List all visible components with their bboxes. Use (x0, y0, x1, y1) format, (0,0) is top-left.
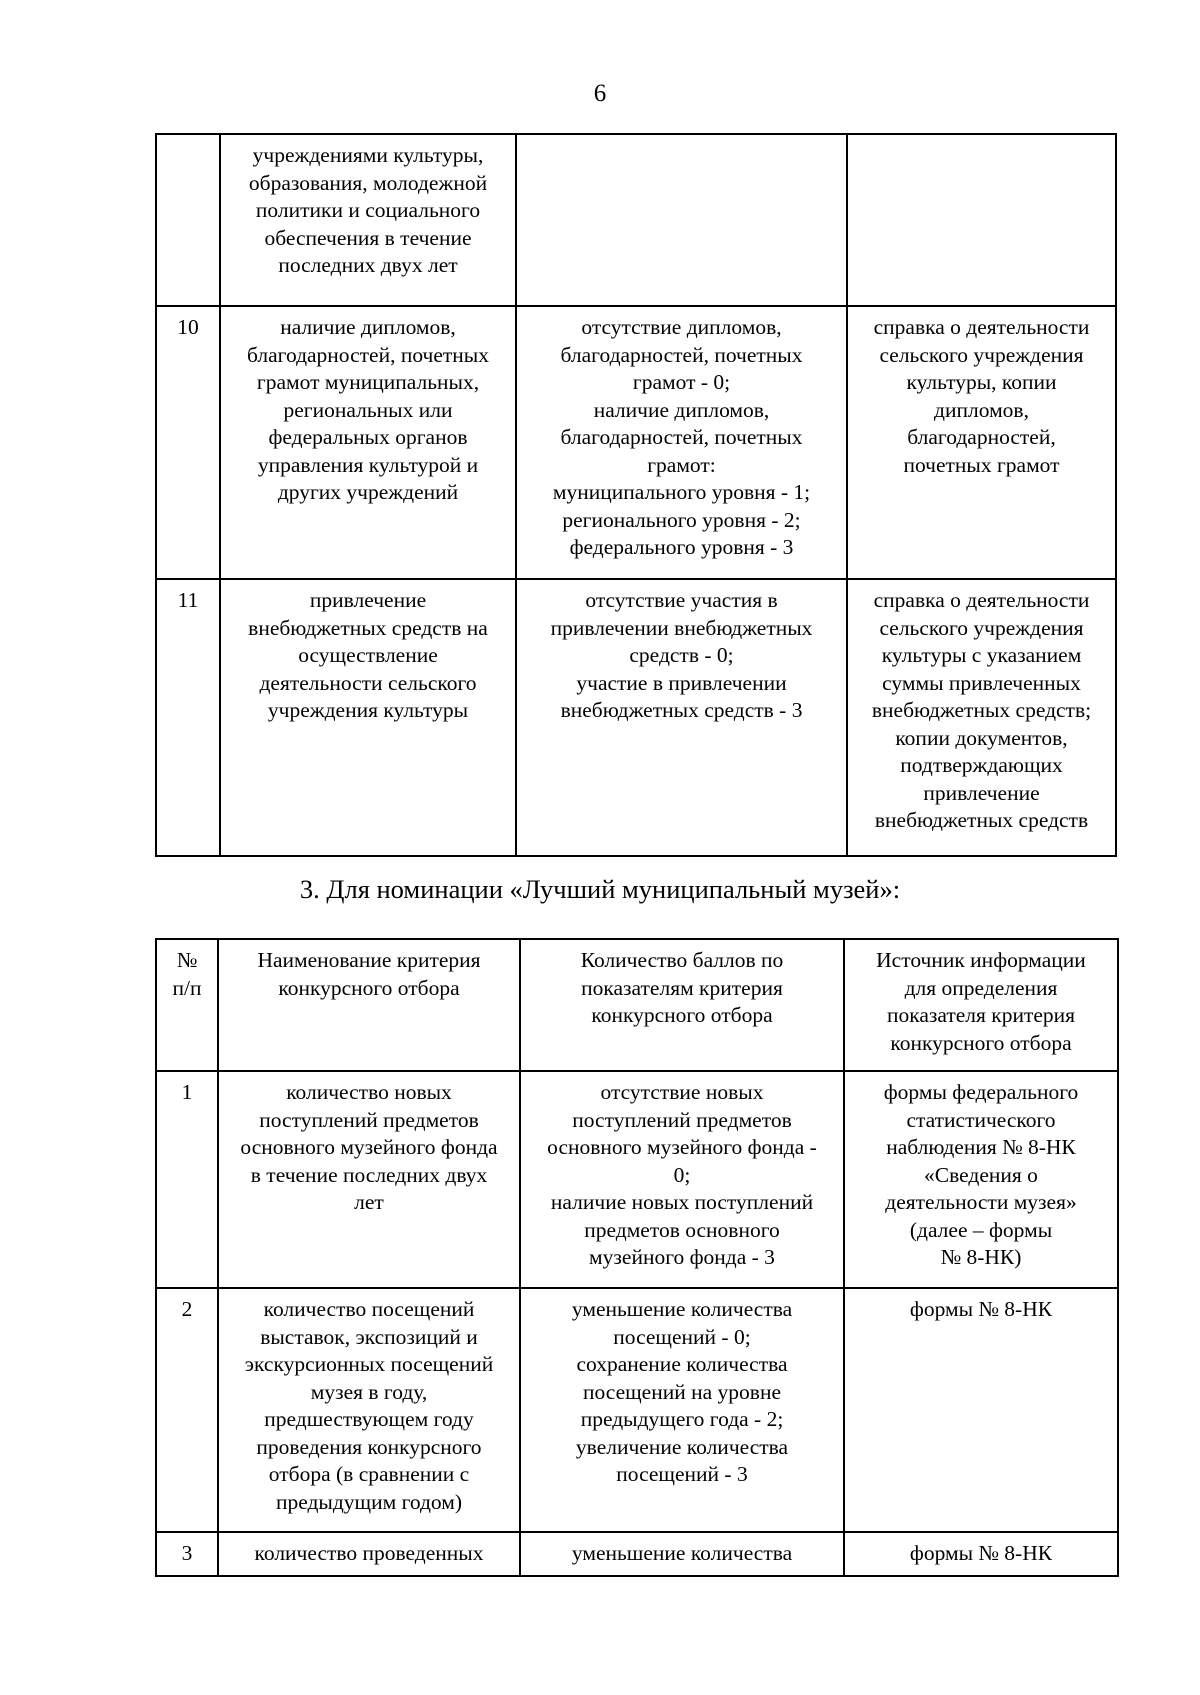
cell-line: экскурсионных посещений (244, 1352, 494, 1377)
cell-line: посещений на уровне (582, 1379, 781, 1404)
cell-line: выставок, экспозиций и (260, 1324, 478, 1349)
page-number: 6 (593, 80, 607, 107)
criteria-table-continued (155, 133, 1117, 857)
cell-line: предыдущим годом) (275, 1489, 463, 1514)
cell-line: для определения (904, 975, 1058, 1000)
cell-line: культуры, копии (906, 370, 1057, 395)
cell-line: последних двух лет (278, 253, 458, 278)
source-cell (847, 134, 1116, 306)
cell-line: справка о деятельности (873, 588, 1090, 612)
cell-line: Количество баллов по (580, 948, 784, 972)
museum-criteria-table (155, 938, 1119, 1577)
cell-line: справка о деятельности (873, 315, 1090, 339)
cell-line: благодарностей, (907, 425, 1056, 450)
cell-line: внебюджетных средств - 3 (560, 698, 803, 723)
row-number: 1 (181, 1080, 193, 1104)
criterion-cell (220, 134, 516, 306)
cell-line: привлечение (309, 588, 427, 612)
row-number-cell (156, 1532, 218, 1576)
cell-line: статистического (906, 1107, 1056, 1132)
cell-line: наличие новых поступлений (550, 1190, 814, 1215)
cell-line: благодарностей, почетных (560, 425, 803, 450)
cell-line: формы № 8-НК (909, 1297, 1053, 1321)
row-number: 10 (177, 315, 199, 339)
cell-line: формы федерального (883, 1080, 1079, 1104)
row-number: 3 (181, 1541, 193, 1565)
cell-line: конкурсного отбора (890, 1030, 1072, 1055)
table-row (156, 1071, 1118, 1288)
source-cell (844, 1071, 1118, 1288)
row-number-cell (156, 1071, 218, 1288)
cell-line: деятельности музея» (885, 1190, 1077, 1215)
criterion-cell (220, 306, 516, 579)
table-row (156, 134, 1116, 306)
header-points (520, 939, 844, 1071)
cell-line: муниципального уровня - 1; (552, 480, 811, 505)
cell-line: количество посещений (263, 1297, 475, 1321)
header-criterion (218, 939, 520, 1071)
cell-line: № (176, 948, 198, 972)
source-cell (844, 1288, 1118, 1532)
cell-line: увеличение количества (575, 1434, 789, 1459)
cell-line: количество проведенных (254, 1541, 484, 1565)
cell-line: Наименование критерия (257, 948, 481, 972)
cell-line: других учреждений (277, 480, 459, 505)
header-num (156, 939, 218, 1071)
cell-line: почетных грамот (903, 452, 1060, 477)
cell-line: музейного фонда - 3 (589, 1245, 775, 1270)
criterion-cell (218, 1071, 520, 1288)
cell-line: лет (354, 1190, 384, 1215)
cell-line: внебюджетных средств; (871, 698, 1092, 723)
cell-line: обеспечения в течение (264, 225, 472, 250)
cell-line: наблюдения № 8-НК (886, 1135, 1076, 1160)
cell-line: дипломов, (934, 397, 1029, 422)
cell-line: суммы привлеченных (882, 670, 1081, 695)
cell-line: конкурсного отбора (278, 975, 460, 1000)
cell-line: Источник информации (876, 948, 1086, 972)
cell-line: сохранение количества (576, 1352, 788, 1377)
points-cell (520, 1288, 844, 1532)
cell-line: посещений - 3 (616, 1462, 748, 1487)
points-cell (516, 134, 847, 306)
cell-line: учреждения культуры (267, 698, 469, 723)
cell-line: формы № 8-НК (909, 1541, 1053, 1565)
cell-line: основного музейного фонда (240, 1135, 498, 1160)
cell-line: копии документов, (895, 725, 1068, 750)
row-number-cell (156, 134, 220, 306)
cell-line: политики и социального (255, 198, 481, 223)
cell-line: культуры с указанием (881, 643, 1082, 668)
cell-line: уменьшение количества (571, 1541, 793, 1565)
cell-line: предыдущего года - 2; (580, 1407, 784, 1432)
cell-line: деятельности сельского (259, 670, 477, 695)
cell-line: 0; (673, 1162, 691, 1187)
cell-line: в течение последних двух (250, 1162, 488, 1187)
cell-line: конкурсного отбора (591, 1003, 773, 1028)
cell-line: отсутствие участия в (585, 588, 778, 612)
cell-line: наличие дипломов, (280, 315, 456, 339)
table-row (156, 1288, 1118, 1532)
row-number-cell (156, 306, 220, 579)
row-number: 2 (181, 1297, 193, 1321)
table-header-row (156, 939, 1118, 1071)
cell-line: основного музейного фонда - (547, 1135, 817, 1160)
cell-line: «Сведения о (924, 1162, 1038, 1187)
cell-line: грамот муниципальных, (256, 370, 480, 395)
cell-line: проведения конкурсного (256, 1434, 482, 1459)
source-cell (847, 579, 1116, 856)
cell-line: показателя критерия (886, 1003, 1076, 1028)
cell-line: посещений - 0; (613, 1324, 751, 1349)
cell-line: предметов основного (584, 1217, 780, 1242)
header-source (844, 939, 1118, 1071)
cell-line: отбора (в сравнении с (268, 1462, 470, 1487)
cell-line: участие в привлечении (576, 670, 787, 695)
section-heading: 3. Для номинации «Лучший муниципальный музей»: (299, 874, 901, 904)
cell-line: внебюджетных средств на (248, 615, 488, 640)
points-cell (516, 579, 847, 856)
cell-line: наличие дипломов, (593, 397, 770, 422)
cell-line: сельского учреждения (879, 342, 1084, 367)
row-number-cell (156, 1288, 218, 1532)
criterion-cell (220, 579, 516, 856)
table-row (156, 579, 1116, 856)
cell-line: управления культурой и (257, 452, 479, 477)
cell-line: благодарностей, почетных (560, 342, 803, 367)
cell-line: грамот: (647, 452, 716, 477)
cell-line: поступлений предметов (572, 1107, 792, 1132)
cell-line: № 8-НК) (940, 1245, 1022, 1270)
source-cell (844, 1532, 1118, 1576)
cell-line: осуществление (298, 643, 438, 668)
table-row (156, 306, 1116, 579)
cell-line: предшествующем году (264, 1407, 474, 1432)
cell-line: региональных или (283, 397, 453, 422)
cell-line: грамот - 0; (632, 370, 731, 395)
row-number: 11 (177, 588, 199, 612)
cell-line: средств - 0; (629, 643, 734, 668)
cell-line: отсутствие дипломов, (581, 315, 782, 339)
points-cell (520, 1532, 844, 1576)
cell-line: федерального уровня - 3 (569, 535, 794, 560)
cell-line: количество новых (286, 1080, 452, 1104)
cell-line: отсутствие новых (600, 1080, 764, 1104)
cell-line: федеральных органов (268, 425, 468, 450)
cell-line: п/п (172, 975, 202, 1000)
table-row (156, 1532, 1118, 1576)
criterion-cell (218, 1288, 520, 1532)
cell-line: музея в году, (310, 1379, 428, 1404)
cell-line: внебюджетных средств (874, 808, 1089, 833)
cell-line: показателям критерия (581, 975, 783, 1000)
cell-line: уменьшение количества (571, 1297, 793, 1321)
cell-line: благодарностей, почетных (246, 342, 489, 367)
cell-line: образования, молодежной (248, 170, 488, 195)
cell-line: подтверждающих (900, 753, 1063, 778)
row-number-cell (156, 579, 220, 856)
cell-line: (далее – формы (909, 1217, 1053, 1242)
cell-line: сельского учреждения (879, 615, 1084, 640)
criterion-cell (218, 1532, 520, 1576)
cell-line: регионального уровня - 2; (562, 507, 801, 532)
points-cell (520, 1071, 844, 1288)
cell-line: привлечении внебюджетных (550, 615, 813, 640)
cell-line: привлечение (923, 780, 1040, 805)
cell-line: поступлений предметов (259, 1107, 479, 1132)
cell-line: учреждениями культуры, (252, 143, 484, 167)
points-cell (516, 306, 847, 579)
source-cell (847, 306, 1116, 579)
